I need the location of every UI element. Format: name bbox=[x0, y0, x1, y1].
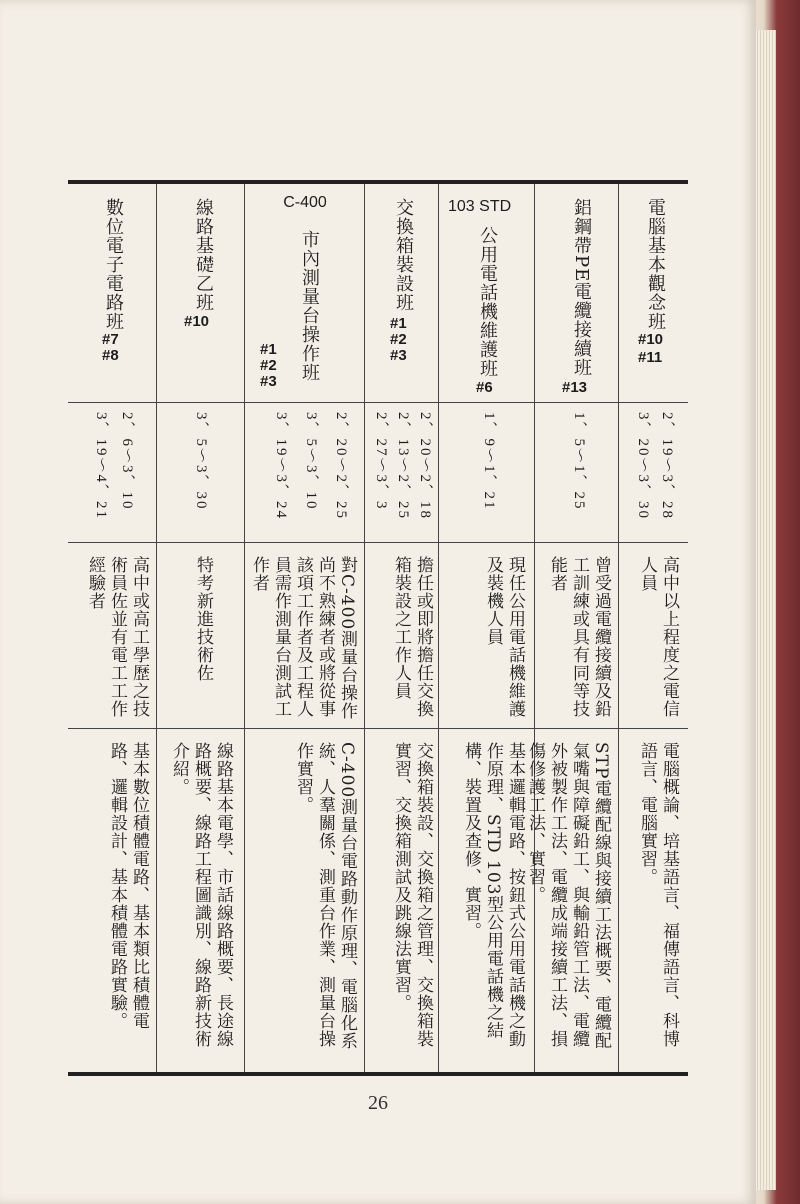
class-number: #2 bbox=[260, 357, 277, 374]
course-content: 交換箱裝設、交換箱之管理、交換箱裝實習、交換箱測試及跳線法實習。 bbox=[391, 742, 433, 1048]
course-date: 3、5～3、30 bbox=[193, 412, 209, 511]
course-title: 鋁鋼帶PE電纜接續班 bbox=[571, 198, 592, 378]
course-date: 3、19～4、21 bbox=[93, 412, 109, 520]
qualification: 高中或高工學歷之技術員佐並有電工工作經驗者 bbox=[85, 556, 149, 718]
col-divider bbox=[156, 184, 157, 1072]
course-tag: C-400 bbox=[283, 194, 327, 211]
class-number: #10 bbox=[184, 313, 210, 330]
course-title: 交換箱裝設班 bbox=[393, 198, 414, 312]
course-date: 3、20～3、30 bbox=[635, 412, 651, 520]
course-content: STP電纜配線與接續工法概要、電纜配氣嘴與障礙鉛工、與輸鉛管工法、電纜外被製作工法、電纜成端接續工法、損傷修護工法、實習。 bbox=[525, 742, 611, 1050]
course-content: 基本數位積體電路、基本類比積體電路、邏輯設計、基本積體電路實驗。 bbox=[107, 742, 149, 1030]
class-number: #8 bbox=[102, 347, 119, 364]
column-computer-basics bbox=[620, 184, 688, 1072]
class-number: #6 bbox=[476, 379, 493, 396]
class-number: #3 bbox=[260, 373, 277, 390]
course-title: 市內測量台操作班 bbox=[299, 230, 320, 382]
qualification: 對C-400測量台操作尚不熟練者或將從事該項工作者及工程人員需作測量台測試工作者 bbox=[249, 556, 357, 721]
course-tag: 103 STD bbox=[448, 198, 512, 215]
course-date: 3、5～3、10 bbox=[303, 412, 319, 511]
class-number: #1 bbox=[260, 341, 277, 358]
course-title: 數位電子電路班 bbox=[103, 198, 124, 331]
column-switchboard-install bbox=[366, 184, 438, 1072]
course-title: 電腦基本觀念班 bbox=[645, 198, 666, 331]
course-date: 2、20～2、25 bbox=[333, 412, 349, 520]
column-c400-operation bbox=[246, 184, 364, 1072]
class-number: #13 bbox=[562, 379, 588, 396]
course-content: 基本邏輯電路、按鈕式公用電話機之動作原理、STD 103型公用電話機之結構、裝置及查修、實習。 bbox=[461, 742, 525, 1048]
course-table bbox=[68, 180, 688, 1078]
col-divider bbox=[618, 184, 619, 1072]
course-date: 2、27～3、3 bbox=[373, 412, 389, 511]
course-content: C-400測量台電路動作原理、電腦化系統、人羣關係、測重台作業、測量台操作實習。 bbox=[293, 742, 357, 1051]
course-date: 2、19～3、28 bbox=[659, 412, 675, 520]
course-date: 2、6～3、10 bbox=[119, 412, 135, 511]
class-number: #7 bbox=[102, 331, 119, 348]
qualification: 現任公用電話機維護及裝機人員 bbox=[483, 556, 525, 718]
class-number: #3 bbox=[390, 347, 407, 364]
class-number: #1 bbox=[390, 315, 407, 332]
course-content: 電腦概論、培基語言、福傳語言、科博語言、電腦實習。 bbox=[637, 742, 679, 1048]
course-title: 線路基礎乙班 bbox=[193, 198, 214, 312]
course-date: 1、9～1、21 bbox=[481, 412, 497, 511]
course-date: 2、20～2、18 bbox=[417, 412, 433, 520]
qualification: 曾受過電纜接續及鉛工訓練或具有同等技能者 bbox=[547, 556, 611, 718]
col-divider bbox=[438, 184, 439, 1072]
column-payphone-maintenance bbox=[440, 184, 534, 1072]
column-cable-splicing bbox=[525, 184, 618, 1072]
column-line-basics bbox=[158, 184, 244, 1072]
course-date: 2、13～2、25 bbox=[395, 412, 411, 520]
qualification: 高中以上程度之電信人員 bbox=[637, 556, 679, 718]
course-date: 3、19～3、24 bbox=[273, 412, 289, 520]
course-title: 公用電話機維護班 bbox=[477, 226, 498, 378]
col-divider bbox=[364, 184, 365, 1072]
course-date: 1、5～1、25 bbox=[571, 412, 587, 511]
course-content: 線路基本電學、市話線路概要、長途線路概要、線路工程圖識別、線路新技術介紹。 bbox=[169, 742, 233, 1048]
table-bottom-rule bbox=[68, 1072, 688, 1076]
qualification: 特考新進技術佐 bbox=[193, 556, 213, 682]
col-divider bbox=[244, 184, 245, 1072]
column-digital-circuits bbox=[70, 184, 156, 1072]
class-number: #11 bbox=[638, 349, 663, 366]
class-number: #10 bbox=[638, 331, 664, 348]
class-number: #2 bbox=[390, 331, 407, 348]
page-number: 26 bbox=[368, 1092, 388, 1114]
qualification: 擔任或即將擔任交換箱裝設之工作人員 bbox=[391, 556, 433, 718]
